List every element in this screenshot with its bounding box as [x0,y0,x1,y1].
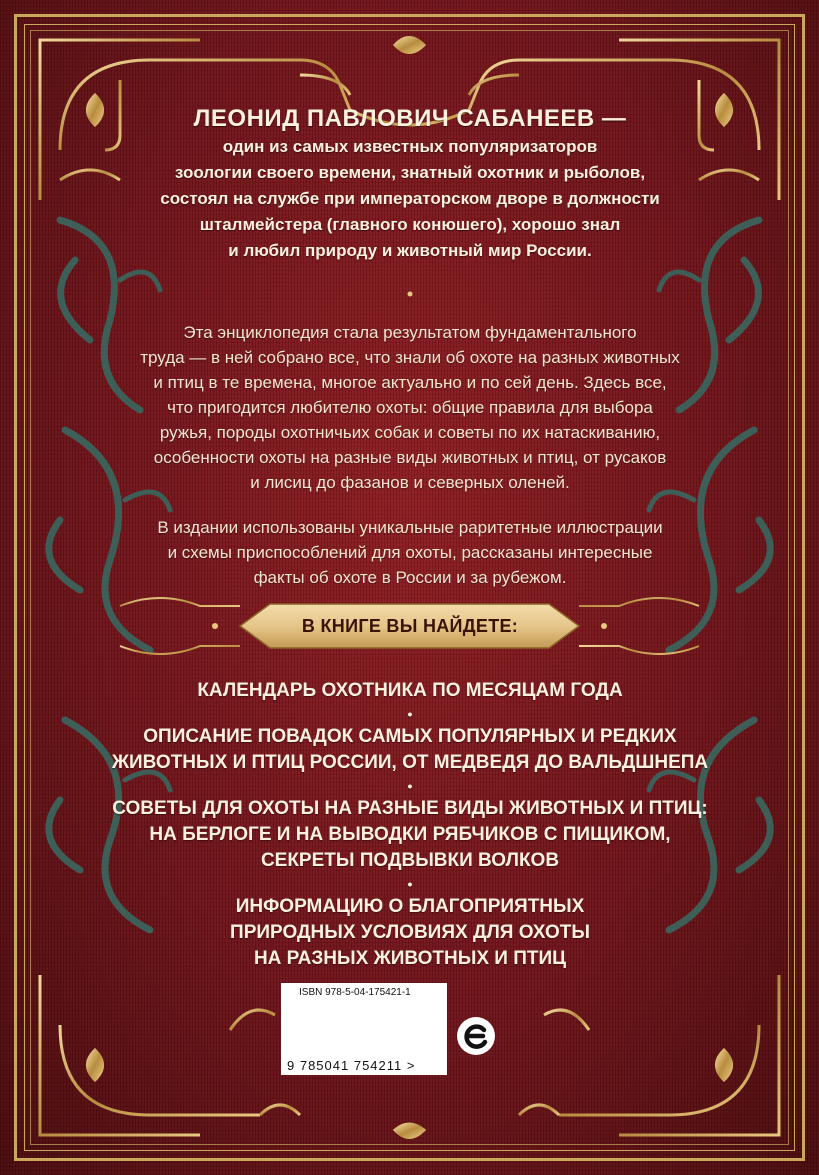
feature-list [90,678,730,972]
eksmo-logo-icon [456,1016,496,1056]
divider-line [235,292,585,297]
author-name: ЛЕОНИД ПАВЛОВИЧ САБАНЕЕВ — [193,105,627,132]
bullet-separator: • [407,876,413,892]
banner-heading: В КНИГЕ ВЫ НАЙДЕТЕ: [301,616,519,636]
bullet-separator: • [407,778,413,794]
feature-item: СОВЕТЫ ДЛЯ ОХОТЫ НА РАЗНЫЕ ВИДЫ ЖИВОТНЫХ И ПТИЦ: НА БЕРЛОГЕ И НА ВЫВОДКИ РЯБЧИКОВ С ПИЩИКОМ, СЕКРЕТЫ ПОДВЫВКИ ВОЛКОВ [112,798,708,871]
author-bio: один из самых известных популяризаторов зоологии своего времени, знатный охотник и рыболов, состоял на службе при императорском дворе в должности шталмейстера (главного конюшего), хорошо знал и любил природу и животный мир России. [160,137,660,260]
feature-item: ОПИСАНИЕ ПОВАДОК САМЫХ ПОПУЛЯРНЫХ И РЕДКИХ ЖИВОТНЫХ И ПТИЦ РОССИИ, ОТ МЕДВЕДЯ ДО ВАЛЬДШНЕПА [111,726,709,773]
barcode-digits: 9 785041 754211 > [287,1058,416,1073]
feature-item: ИНФОРМАЦИЮ О БЛАГОПРИЯТНЫХ ПРИРОДНЫХ УСЛОВИЯХ ДЛЯ ОХОТЫ НА РАЗНЫХ ЖИВОТНЫХ И ПТИЦ [230,896,590,969]
feature-item: КАЛЕНДАРЬ ОХОТНИКА ПО МЕСЯЦАМ ГОДА [197,680,623,701]
author-intro [150,104,670,264]
bullet-separator: • [407,706,413,722]
barcode [281,983,447,1075]
description-paragraph: Эта энциклопедия стала результатом фундаментального труда — в ней собрано все, что знали об охоте на разных животных и птиц в те времена, многое актуально и по сей день. Здесь все, что пригодится любителю охоты: общие правила для выбора ружья, породы охотничьих собак и советы по их натаскиванию, особенности охоты на разные виды животных и птиц, от русаков и лисиц до фазанов и северных оленей. [140,323,680,492]
illustrations-paragraph: В издании использованы уникальные раритетные иллюстрации и схемы приспособлений для охоты, рассказаны интересные факты об охоте в России и за рубежом. [157,518,663,587]
isbn-label: ISBN 978-5-04-175421-1 [299,987,411,998]
